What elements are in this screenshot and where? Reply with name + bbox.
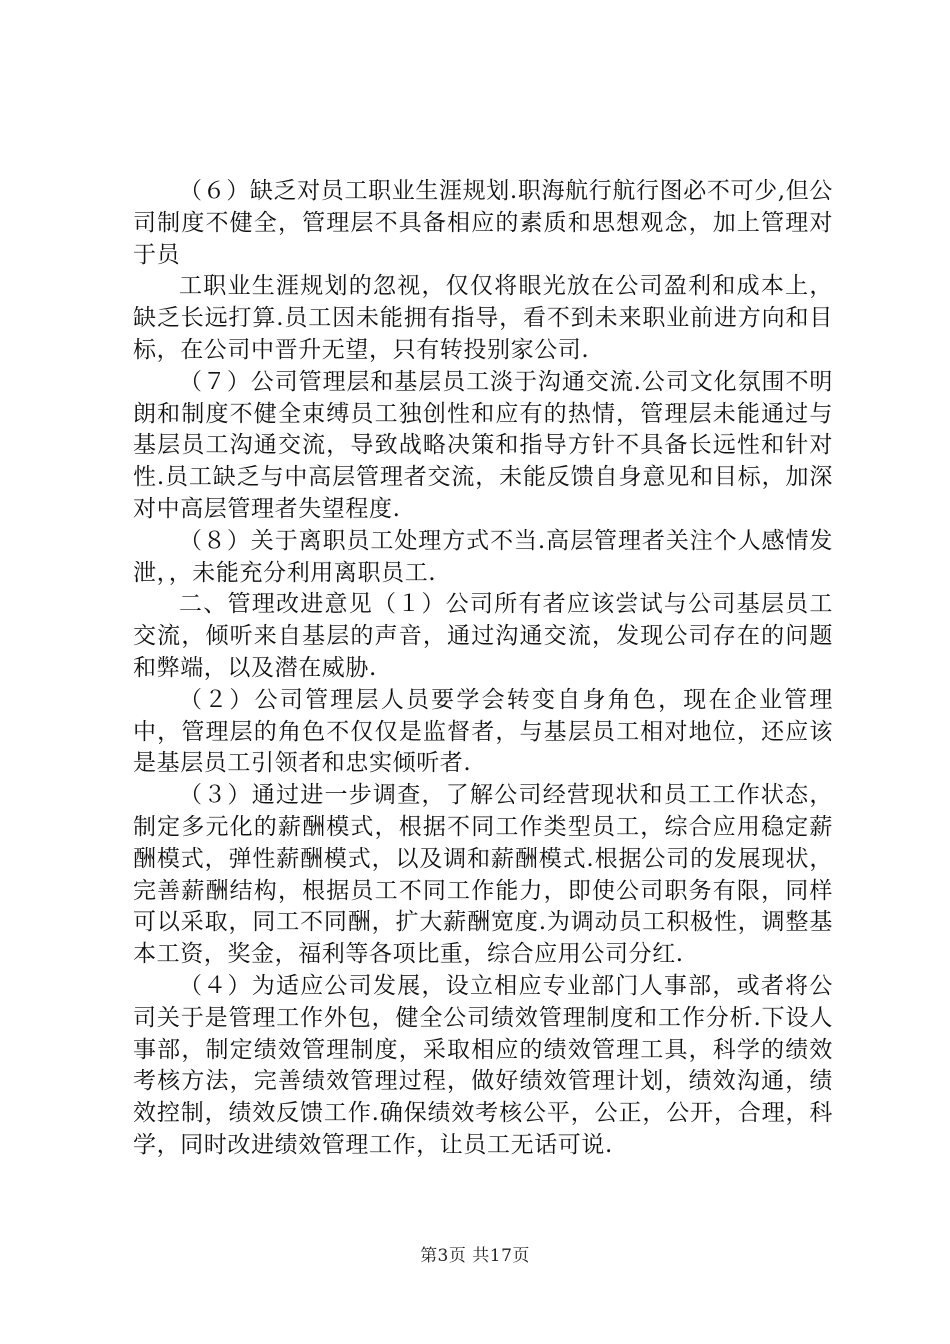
- paragraph-6-career-planning: （６）缺乏对员工职业生涯规划.职海航行航行图必不可少,但公司制度不健全，管理层不具备相应的素质和思想观念，加上管理对于员: [133, 178, 833, 268]
- document-body: [133, 176, 833, 1162]
- paragraph-improvement-3: （３）通过进一步调查，了解公司经营现状和员工工作状态，制定多元化的薪酬模式，根据不同工作类型员工，综合应用稳定薪酬模式，弹性薪酬模式，以及调和薪酬模式.根据公司的发展现状，完善薪酬结构，根据员工不同工作能力，即使公司职务有限，同样可以采取，同工不同酬，扩大薪酬宽度.为调动员工积极性，调整基本工资，奖金，福利等各项比重，综合应用公司分红.: [133, 782, 833, 968]
- paragraph-improvement-1: 二、管理改进意见（１）公司所有者应该尝试与公司基层员工交流，倾听来自基层的声音，通过沟通交流，发现公司存在的问题和弊端，以及潜在威胁.: [133, 591, 833, 681]
- paragraph-6-continued: 工职业生涯规划的忽视，仅仅将眼光放在公司盈利和成本上，缺乏长远打算.员工因未能拥有指导，看不到未来职业前进方向和目标，在公司中晋升无望，只有转投别家公司.: [133, 273, 833, 363]
- paragraph-improvement-4: （４）为适应公司发展，设立相应专业部门人事部，或者将公司关于是管理工作外包，健全公司绩效管理制度和工作分析.下设人事部，制定绩效管理制度，采取相应的绩效管理工具，科学的绩效考核方法，完善绩效管理过程，做好绩效管理计划，绩效沟通，绩效控制，绩效反馈工作.确保绩效考核公平，公正，公开，合理，科学，同时改进绩效管理工作，让员工无话可说.: [133, 972, 833, 1158]
- paragraph-8-departing-staff: （８）关于离职员工处理方式不当.高层管理者关注个人感情发泄，，未能充分利用离职员工.: [133, 527, 833, 586]
- paragraph-improvement-2: （２）公司管理层人员要学会转变自身角色，现在企业管理中，管理层的角色不仅仅是监督者，与基层员工相对地位，还应该是基层员工引领者和忠实倾听者.: [133, 686, 833, 777]
- page-number-footer: 第3页 共17页: [420, 1246, 530, 1266]
- paragraph-7-communication: （７）公司管理层和基层员工淡于沟通交流.公司文化氛围不明朗和制度不健全束缚员工独创性和应有的热情，管理层未能通过与基层员工沟通交流，导致战略决策和指导方针不具备长远性和针对性.员工缺乏与中高层管理者交流，未能反馈自身意见和目标，加深对中高层管理者失望程度.: [133, 368, 833, 522]
